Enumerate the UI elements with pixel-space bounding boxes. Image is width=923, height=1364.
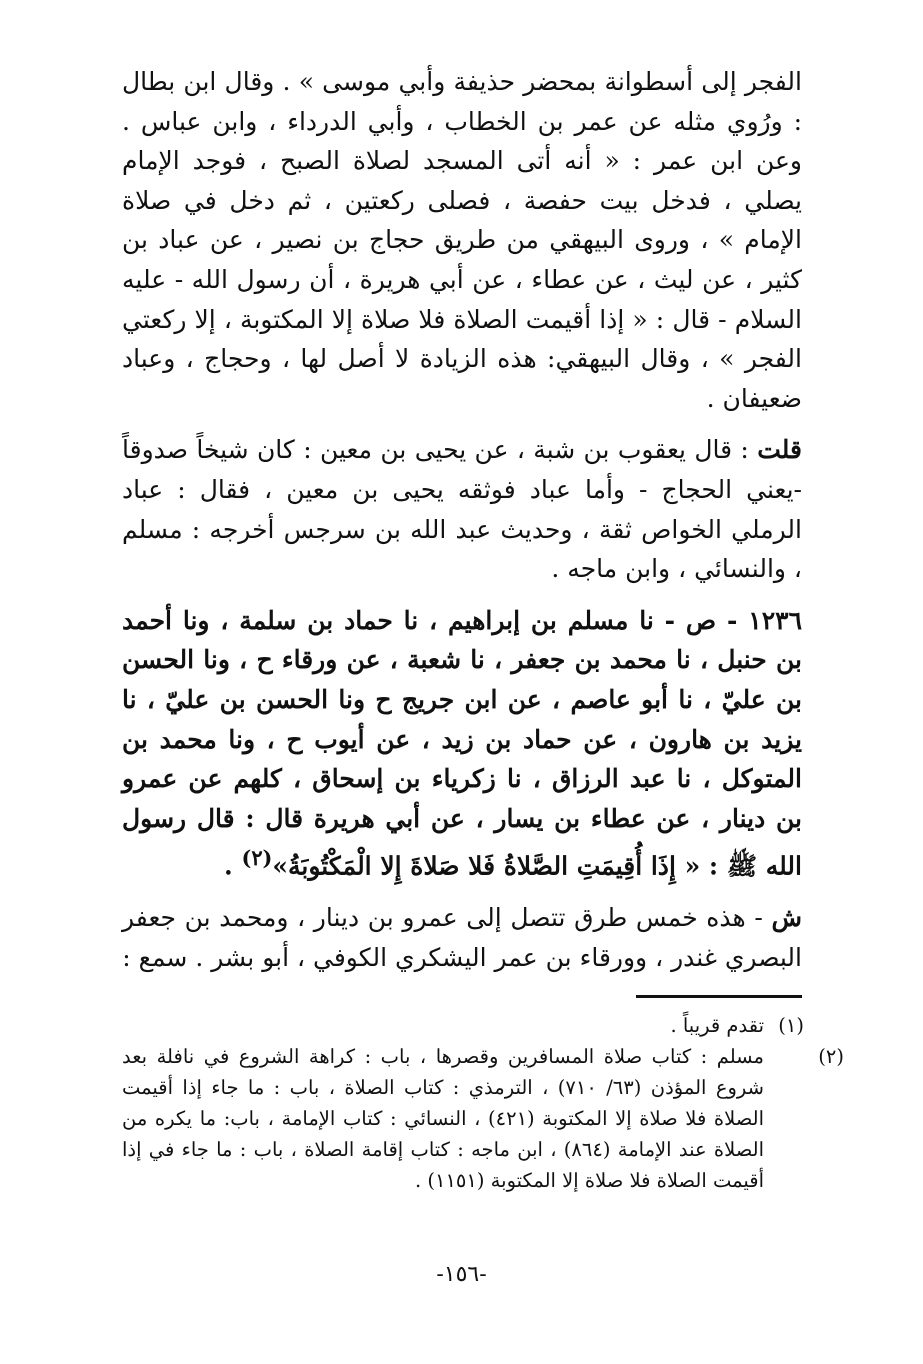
footnote-divider: [636, 995, 802, 998]
hadith-text: - ص - نا مسلم بن إبراهيم ، نا حماد بن سلمة ، ونا أحمد بن حنبل ، نا محمد بن جعفر ، نا شعبة ، عن ورقاء ح ، ونا الحسن بن عليّ ، نا أبو عاصم ، عن ابن جريج ح ونا الحسن بن عليّ ، نا يزيد بن هارون ، عن حماد بن زيد ، عن أيوب ح ، ونا محمد بن المتوكل ، نا عبد الرزاق ، نا زكرياء بن إسحاق ، كلهم عن عمرو بن دينار ، عن عطاء بن يسار ، عن أبي هريرة قال : قال رسول الله ﷺ : « إِذَا أُقِيمَتِ الصَّلاةُ فَلا صَلاةَ إِلا الْمَكْتُوبَةُ»: [122, 605, 802, 881]
footnote-marker: (٢): [241, 845, 273, 871]
qultu-text: : قال يعقوب بن شبة ، عن يحيى بن معين : كان شيخاً صدوقاً -يعني الحجاج - وأما عباد فوثقه يحيى بن معين ، فقال : عباد الرملي الخواص ثقة ، وحديث عبد الله بن سرجس أخرجه : مسلم ، والنسائي ، وابن ماجه .: [122, 435, 802, 584]
sharh-text: - هذه خمس طرق تتصل إلى عمرو بن دينار ، ومحمد بن جعفر البصري غندر ، وورقاء بن عمر اليشكري الكوفي ، أبو بشر . سمع :: [122, 903, 802, 972]
main-text: [122, 62, 802, 977]
footnotes: [122, 1010, 844, 1196]
footnote-1: [122, 1010, 804, 1041]
hadith-paragraph: [122, 601, 802, 886]
footnote-2: [122, 1041, 844, 1196]
footnote-text: تقدم قريباً .: [670, 1014, 764, 1037]
footnote-number: (٢): [818, 1045, 844, 1068]
footnote-number: (١): [778, 1014, 804, 1037]
sharh-lead-word: ش: [771, 903, 802, 933]
paragraph-qultu: [122, 430, 802, 588]
hadith-number: ١٢٣٦: [748, 605, 802, 635]
paragraph-commentary: الفجر إلى أسطوانة بمحضر حذيفة وأبي موسى » . وقال ابن بطال : ورُوي مثله عن عمر بن الخطاب ، وأبي الدرداء ، وابن عباس . وعن ابن عمر : « أنه أتى المسجد لصلاة الصبح ، فوجد الإمام يصلي ، فدخل بيت حفصة ، فصلى ركعتين ، ثم دخل في صلاة الإمام » ، وروى البيهقي من طريق حجاج بن نصير ، عن عباد بن كثير ، عن ليث ، عن عطاء ، عن أبي هريرة ، أن رسول الله - عليه السلام - قال : « إذا أقيمت الصلاة فلا صلاة إلا المكتوبة ، إلا ركعتي الفجر » ، وقال البيهقي: هذه الزيادة لا أصل لها ، وحجاج ، وعباد ضعيفان .: [122, 67, 802, 413]
qultu-lead-word: قلت: [757, 435, 802, 465]
hadith-end: .: [224, 851, 242, 881]
page-number: -١٥٦-: [436, 1262, 487, 1287]
footnote-text: مسلم : كتاب صلاة المسافرين وقصرها ، باب : كراهة الشروع في نافلة بعد شروع المؤذن (٦٣/ ٧١٠) ، الترمذي : كتاب الصلاة ، باب : ما جاء إذا أقيمت الصلاة فلا صلاة إلا المكتوبة (٤٢١) ، النسائي : كتاب الإمامة ، باب: ما يكره من الصلاة عند الإمامة (٨٦٤) ، ابن ماجه : كتاب إقامة الصلاة ، باب : ما جاء في إذا أقيمت الصلاة فلا صلاة إلا المكتوبة (١١٥١) .: [122, 1045, 764, 1192]
paragraph-sharh: [122, 898, 802, 977]
